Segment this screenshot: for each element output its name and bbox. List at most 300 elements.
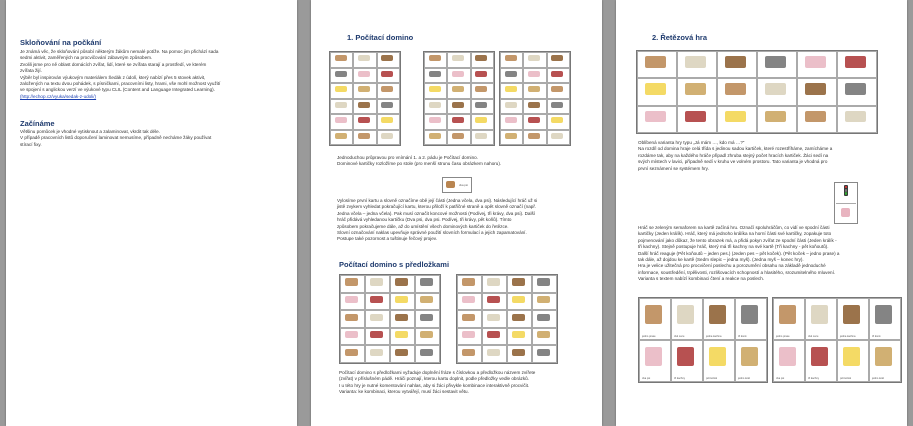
sheep-icon bbox=[811, 305, 828, 323]
cat-icon bbox=[420, 349, 433, 356]
hen-icon bbox=[487, 296, 500, 303]
page-title: Skloňování na počkání bbox=[20, 38, 102, 47]
intro-paragraph: Je známá věc, že skloňování působí některým žákům nemalé potíže. Na pomoc jim přichází sada sedmi aktivit, zaměřených na procvičování zábavným způsobem. Zvolili jsme pro ně oblast domácích zvířat, lidí, které se zvířata starají a prostředí, ve kterém zvířata žijí. Výběr byl inspirován výukovým materiálem Šedák z údolí, který nabízí přes 5 stovek aktivit, založených na textu dvou pohádek, s písničkami, pracovními listy, hrami, vše mohl možnost využití ve spojení s anglickou verzí ve výukové typu CLIL (Content and Language Integrated Learning). bbox=[20, 49, 221, 93]
duck-icon bbox=[452, 86, 464, 92]
chick-icon bbox=[843, 347, 860, 365]
sheep-icon bbox=[370, 314, 383, 321]
duck-icon bbox=[358, 86, 370, 92]
cat-icon bbox=[875, 305, 892, 323]
grid-cell bbox=[837, 340, 869, 382]
horse-icon bbox=[805, 83, 826, 95]
document-page-2 bbox=[311, 0, 602, 426]
grid-cell bbox=[353, 83, 376, 99]
grid-cell bbox=[365, 310, 390, 328]
grid-cell bbox=[869, 340, 901, 382]
grid-cell bbox=[330, 52, 353, 68]
horse-icon bbox=[395, 349, 408, 356]
duck-icon bbox=[420, 296, 433, 303]
grid-cell bbox=[390, 345, 415, 363]
cell-label: dva psi bbox=[776, 377, 785, 380]
sheep-icon bbox=[487, 349, 500, 356]
grid-cell bbox=[447, 99, 470, 115]
card-label: dva psi bbox=[459, 183, 468, 187]
grid-cell bbox=[507, 275, 532, 293]
chick-icon bbox=[709, 347, 726, 365]
grid-cell bbox=[637, 51, 677, 78]
dog-icon bbox=[381, 86, 393, 92]
grid-cell bbox=[424, 83, 447, 99]
grid-cell bbox=[377, 114, 400, 130]
hen-icon bbox=[475, 71, 487, 77]
grid-cell bbox=[671, 340, 703, 382]
pig-icon bbox=[462, 331, 475, 338]
sheep-icon bbox=[429, 102, 441, 108]
cell-label: tři koně bbox=[738, 335, 747, 338]
grid-cell bbox=[532, 293, 557, 311]
cat-icon bbox=[475, 102, 487, 108]
sheep-icon bbox=[358, 55, 370, 61]
grid-cell bbox=[482, 310, 507, 328]
domino-card-example bbox=[442, 177, 472, 193]
grid-cell bbox=[424, 114, 447, 130]
dog-icon bbox=[645, 56, 666, 68]
cell-label: jedno kotě bbox=[872, 377, 884, 380]
cat-icon bbox=[551, 102, 563, 108]
grid-cell bbox=[424, 130, 447, 146]
cell-label: dva psi bbox=[642, 377, 651, 380]
grid-cell bbox=[837, 298, 869, 340]
sheep-icon bbox=[765, 83, 786, 95]
grid-cell bbox=[471, 130, 494, 146]
grid-cell bbox=[482, 275, 507, 293]
grid-cell bbox=[637, 78, 677, 105]
grid-cell bbox=[547, 114, 570, 130]
grid-cell bbox=[500, 99, 523, 115]
dog-icon bbox=[345, 314, 358, 321]
grid-cell bbox=[365, 275, 390, 293]
grid-cell bbox=[523, 83, 546, 99]
section-heading: 2. Řetězová hra bbox=[652, 33, 708, 42]
domino-paragraph-1: Jednoduchou průpravou pro vnímání 1. a 2. pádu je Počítací domino. Dominové kartičky rozložíme po stole (pro menší strunu času obrázkem nahoru). bbox=[337, 155, 502, 167]
duck-icon bbox=[429, 133, 441, 139]
cell-label: tři kachny bbox=[808, 377, 820, 380]
grid-cell bbox=[415, 328, 440, 346]
grid-cell bbox=[532, 328, 557, 346]
text-chain-sheet-1 bbox=[638, 297, 768, 383]
chick-icon bbox=[475, 117, 487, 123]
cat-icon bbox=[537, 314, 550, 321]
sheep-icon bbox=[370, 349, 383, 356]
sheep-icon bbox=[845, 111, 866, 123]
dog-icon bbox=[528, 133, 540, 139]
grid-cell bbox=[523, 114, 546, 130]
dog-icon bbox=[725, 83, 746, 95]
grid-cell bbox=[330, 68, 353, 84]
grid-cell bbox=[482, 328, 507, 346]
grid-cell bbox=[377, 99, 400, 115]
grid-cell bbox=[500, 83, 523, 99]
pig-icon bbox=[645, 347, 662, 365]
grid-cell bbox=[547, 83, 570, 99]
grid-cell bbox=[773, 340, 805, 382]
grid-cell bbox=[507, 328, 532, 346]
grid-cell bbox=[532, 275, 557, 293]
section-paragraph: Většinu pomůcek je vhodné vytisknout a zalaminovat, vkrdit tak déle. V případě pracovních listů doporučení laminovat nemusíme, případně necháme žáky používat stírací fixy. bbox=[20, 129, 212, 147]
cell-label: jedno kotě bbox=[738, 377, 750, 380]
horse-icon bbox=[358, 102, 370, 108]
grid-cell bbox=[703, 298, 735, 340]
grid-cell bbox=[637, 106, 677, 133]
grid-cell bbox=[471, 83, 494, 99]
grid-cell bbox=[457, 293, 482, 311]
hen-icon bbox=[811, 347, 828, 365]
grid-cell bbox=[482, 293, 507, 311]
cat-icon bbox=[741, 305, 758, 323]
duck-icon bbox=[537, 331, 550, 338]
grid-cell bbox=[507, 345, 532, 363]
chick-icon bbox=[645, 83, 666, 95]
grid-cell bbox=[390, 310, 415, 328]
grid-cell bbox=[390, 328, 415, 346]
grid-cell bbox=[639, 340, 671, 382]
horse-icon bbox=[512, 278, 525, 285]
dog-icon bbox=[345, 278, 358, 285]
cat-icon bbox=[845, 83, 866, 95]
duck-icon bbox=[537, 296, 550, 303]
duck-icon bbox=[765, 111, 786, 123]
grid-cell bbox=[415, 275, 440, 293]
section-heading: Počítací domino s předložkami bbox=[339, 260, 450, 269]
cat-icon bbox=[429, 71, 441, 77]
horse-icon bbox=[512, 349, 525, 356]
grid-cell bbox=[523, 99, 546, 115]
pig-icon bbox=[452, 71, 464, 77]
grid-cell bbox=[717, 106, 757, 133]
grid-cell bbox=[330, 99, 353, 115]
grid-cell bbox=[471, 114, 494, 130]
cell-label: dvě ovce bbox=[808, 335, 819, 338]
chain-paragraph-2: Hráč se zeleným semaforem na kartě začíná hru. Označí spoluhráčům, co vidí ve spodní části kartičky (Jeden králík). Hráč, který má jednoho králíka na horní části své kartičky, zopakuje toto pojmenování jako důkaz, že tento obrazek má, a přidá pokyn zvířat ze spodní části (Jeden králík - tři kachny). Stejně postupuje hráč, který má tři kachny na své kartě (Tři kachny - pět koňoutů). Další hráč reaguje (Pět koňoutů – jeden pes.) (Jeden pes – pět koček). (Pět koček – jedno prase) a tak dále, až dojdou ke kartě (Sedm slepic – jedna myš). (Jedna myš – konec hry). Hra je velice užitečná pro procvičení poslechu a porozumění obsahu na základě jednoduché informace, soustředění, trpělivosti, rozlišovacích schopností a hlasitého, srozumitelného mluvení. Varianta s textem nabízí kombinaci čtení a reakce na poslech. bbox=[638, 225, 840, 282]
sheep-icon bbox=[370, 278, 383, 285]
grid-cell bbox=[330, 114, 353, 130]
dog-icon bbox=[429, 55, 441, 61]
chick-icon bbox=[381, 117, 393, 123]
grid-cell bbox=[447, 130, 470, 146]
grid-cell bbox=[837, 51, 877, 78]
grid-cell bbox=[500, 52, 523, 68]
grid-cell bbox=[330, 130, 353, 146]
horse-icon bbox=[725, 56, 746, 68]
grid-cell bbox=[457, 310, 482, 328]
cell-label: jedna kachna bbox=[706, 335, 722, 338]
dog-icon bbox=[805, 111, 826, 123]
dog-icon bbox=[551, 86, 563, 92]
sheep-icon bbox=[505, 102, 517, 108]
duck-icon bbox=[528, 86, 540, 92]
grid-cell bbox=[471, 68, 494, 84]
grid-cell bbox=[797, 51, 837, 78]
grid-cell bbox=[677, 106, 717, 133]
grid-cell bbox=[482, 345, 507, 363]
sheep-icon bbox=[677, 305, 694, 323]
grid-cell bbox=[340, 275, 365, 293]
duck-icon bbox=[875, 347, 892, 365]
grid-cell bbox=[547, 52, 570, 68]
hen-icon bbox=[845, 56, 866, 68]
grid-cell bbox=[523, 68, 546, 84]
grid-cell bbox=[353, 68, 376, 84]
document-page-1 bbox=[6, 0, 297, 426]
grid-cell bbox=[757, 78, 797, 105]
traffic-light-card bbox=[834, 182, 858, 224]
horse-icon bbox=[475, 55, 487, 61]
dog-icon bbox=[505, 55, 517, 61]
horse-icon bbox=[452, 102, 464, 108]
dog-icon bbox=[779, 305, 796, 323]
dog-icon bbox=[645, 305, 662, 323]
grid-cell bbox=[500, 68, 523, 84]
pig-icon bbox=[841, 208, 850, 217]
hen-icon bbox=[551, 71, 563, 77]
grid-cell bbox=[377, 52, 400, 68]
section-heading: Začínáme bbox=[20, 119, 55, 128]
duck-icon bbox=[335, 133, 347, 139]
horse-icon bbox=[709, 305, 726, 323]
grid-cell bbox=[671, 298, 703, 340]
dog-icon bbox=[475, 86, 487, 92]
text-chain-sheet-2 bbox=[772, 297, 902, 383]
hen-icon bbox=[487, 331, 500, 338]
pig-icon bbox=[528, 71, 540, 77]
grid-cell bbox=[507, 310, 532, 328]
grid-cell bbox=[500, 130, 523, 146]
cell-label: dvě ovce bbox=[674, 335, 685, 338]
horse-icon bbox=[395, 314, 408, 321]
domino-sheet-3 bbox=[499, 51, 571, 146]
duck-icon bbox=[420, 331, 433, 338]
cat-icon bbox=[505, 71, 517, 77]
grid-cell bbox=[471, 52, 494, 68]
grid-cell bbox=[353, 114, 376, 130]
cell-label: jedno prase bbox=[642, 335, 656, 338]
cat-icon bbox=[765, 56, 786, 68]
grid-cell bbox=[340, 310, 365, 328]
section-heading: 1. Počítací domino bbox=[347, 33, 414, 42]
duck-icon bbox=[685, 83, 706, 95]
grid-cell bbox=[523, 130, 546, 146]
grid-cell bbox=[424, 99, 447, 115]
pig-icon bbox=[505, 117, 517, 123]
grid-cell bbox=[471, 99, 494, 115]
cat-icon bbox=[381, 102, 393, 108]
grid-cell bbox=[424, 52, 447, 68]
grid-cell bbox=[365, 328, 390, 346]
dog-icon bbox=[345, 349, 358, 356]
cell-label: pět koček bbox=[840, 377, 852, 380]
cat-icon bbox=[420, 278, 433, 285]
chick-icon bbox=[512, 331, 525, 338]
grid-cell bbox=[415, 293, 440, 311]
grid-cell bbox=[547, 130, 570, 146]
sheep-icon bbox=[487, 278, 500, 285]
horse-icon bbox=[395, 278, 408, 285]
chain-paragraph-1: Oblíbená varianta hry typu „Já mám …, kdo má …?“ Na rozdíl od domina hraje celá třída s jedinou sadou kartiček, které rozestříháme, zamícháme a rozdáme tak, aby na každého hráče připadl zhruba stejný počet hracích kartiček. Žáci sedí na svých místech v lavici, případně sedí v kruhu ve volném prostoru. Tato varianta je vhodná pro první seznámení se systémem hry. bbox=[638, 140, 833, 171]
grid-cell bbox=[365, 293, 390, 311]
sheep-icon bbox=[335, 102, 347, 108]
sheep-icon bbox=[551, 133, 563, 139]
grid-cell bbox=[457, 328, 482, 346]
sheep-icon bbox=[475, 133, 487, 139]
grid-cell bbox=[717, 78, 757, 105]
chain-game-sheet bbox=[636, 50, 878, 134]
hen-icon bbox=[452, 117, 464, 123]
document-page-3 bbox=[616, 0, 907, 426]
sheep-icon bbox=[528, 55, 540, 61]
source-link[interactable]: (http://echop.cz/vyuka/sedak-z-udoli/) bbox=[20, 94, 97, 99]
grid-cell bbox=[330, 83, 353, 99]
horse-icon bbox=[551, 55, 563, 61]
pig-icon bbox=[345, 296, 358, 303]
grid-cell bbox=[532, 345, 557, 363]
grid-cell bbox=[377, 130, 400, 146]
grid-cell bbox=[805, 340, 837, 382]
grid-cell bbox=[797, 78, 837, 105]
dog-icon bbox=[462, 278, 475, 285]
domino-sheet-2 bbox=[423, 51, 495, 146]
dog-icon bbox=[358, 133, 370, 139]
domino-paragraph-2: Vylosíme první kartu a slovně označíme obě její části (Jedna včela, dva psi). Následující hráč už si jistě zvykem vyhledat pokračující kartu, kterou přiloží k patřičné straně a opět slovně označí (např. Jedna včela – jedna včela). Pak musí označit koncové možnosti (Podívej, tři krávy, dva psi). Další hráč přidává vyhledanou kartičku (Dva psi, dva psi. Podívej, tři krávy, pět koňů). Tímto způsobem pokračujeme dále, až do umístění všech dominových kartiček do řetězce. Slovní označování naklas upevňuje správné použití slovních formulací a jejich zapamatování. Postupe také pozornost a tuštinuje řečový projev. bbox=[337, 198, 538, 242]
cell-label: jedna kachna bbox=[840, 335, 856, 338]
hen-icon bbox=[370, 331, 383, 338]
duck-icon bbox=[741, 347, 758, 365]
grid-cell bbox=[523, 52, 546, 68]
cat-icon bbox=[537, 349, 550, 356]
dog-icon bbox=[446, 181, 455, 188]
grid-cell bbox=[639, 298, 671, 340]
grid-cell bbox=[532, 310, 557, 328]
sheep-icon bbox=[452, 55, 464, 61]
grid-cell bbox=[773, 298, 805, 340]
grid-cell bbox=[365, 345, 390, 363]
grid-cell bbox=[353, 130, 376, 146]
horse-icon bbox=[528, 102, 540, 108]
hen-icon bbox=[677, 347, 694, 365]
hen-icon bbox=[370, 296, 383, 303]
pig-icon bbox=[462, 296, 475, 303]
pig-icon bbox=[429, 117, 441, 123]
grid-cell bbox=[869, 298, 901, 340]
grid-cell bbox=[340, 293, 365, 311]
cat-icon bbox=[420, 314, 433, 321]
preposition-paragraph: Počítací domino s předložkami vyžaduje doplnění fráze s číslovkou a předložkou názvem zvířete (zvířat) v příslušném pádě. Hráči poznají, kterou kartu doplnit, podle předložky vedle obrázků. I u této hry je nutné komentování nahlas, aby si žáci přivykle kombinace interaktivně procvičit. Varianta: ke kombinaci, kterou vytvářejí, musí žáci sestavit větu. bbox=[339, 370, 536, 395]
horse-icon bbox=[843, 305, 860, 323]
grid-cell bbox=[797, 106, 837, 133]
hen-icon bbox=[528, 117, 540, 123]
grid-cell bbox=[677, 78, 717, 105]
pig-icon bbox=[779, 347, 796, 365]
grid-cell bbox=[353, 52, 376, 68]
grid-cell bbox=[390, 275, 415, 293]
grid-cell bbox=[415, 310, 440, 328]
grid-cell bbox=[340, 328, 365, 346]
chick-icon bbox=[335, 86, 347, 92]
duck-icon bbox=[505, 133, 517, 139]
grid-cell bbox=[377, 83, 400, 99]
cell-label: tři kachny bbox=[674, 377, 686, 380]
domino-sheet-1 bbox=[329, 51, 401, 146]
grid-cell bbox=[447, 68, 470, 84]
grid-cell bbox=[735, 340, 767, 382]
pig-icon bbox=[358, 71, 370, 77]
chick-icon bbox=[395, 331, 408, 338]
grid-cell bbox=[735, 298, 767, 340]
sheep-icon bbox=[685, 56, 706, 68]
grid-cell bbox=[837, 78, 877, 105]
cat-icon bbox=[335, 71, 347, 77]
grid-cell bbox=[390, 293, 415, 311]
grid-cell bbox=[457, 275, 482, 293]
horse-icon bbox=[512, 314, 525, 321]
grid-cell bbox=[415, 345, 440, 363]
grid-cell bbox=[805, 298, 837, 340]
sheep-icon bbox=[381, 133, 393, 139]
dog-icon bbox=[462, 314, 475, 321]
cat-icon bbox=[537, 278, 550, 285]
hen-icon bbox=[685, 111, 706, 123]
grid-cell bbox=[507, 293, 532, 311]
chick-icon bbox=[512, 296, 525, 303]
pig-icon bbox=[335, 117, 347, 123]
pig-icon bbox=[345, 331, 358, 338]
grid-cell bbox=[457, 345, 482, 363]
cell-label: jedno prase bbox=[776, 335, 790, 338]
grid-cell bbox=[447, 83, 470, 99]
chick-icon bbox=[551, 117, 563, 123]
preposition-sheet-1 bbox=[339, 274, 441, 364]
cell-label: pět koček bbox=[706, 377, 718, 380]
preposition-sheet-2 bbox=[456, 274, 558, 364]
grid-cell bbox=[547, 68, 570, 84]
grid-cell bbox=[353, 99, 376, 115]
pig-icon bbox=[805, 56, 826, 68]
chick-icon bbox=[395, 296, 408, 303]
grid-cell bbox=[447, 114, 470, 130]
grid-cell bbox=[703, 340, 735, 382]
grid-cell bbox=[547, 99, 570, 115]
grid-cell bbox=[757, 106, 797, 133]
horse-icon bbox=[381, 55, 393, 61]
grid-cell bbox=[677, 51, 717, 78]
grid-cell bbox=[500, 114, 523, 130]
grid-cell bbox=[717, 51, 757, 78]
grid-cell bbox=[377, 68, 400, 84]
traffic-light-icon bbox=[844, 185, 848, 196]
grid-cell bbox=[340, 345, 365, 363]
cell-label: tři koně bbox=[872, 335, 881, 338]
grid-cell bbox=[837, 106, 877, 133]
grid-cell bbox=[447, 52, 470, 68]
hen-icon bbox=[381, 71, 393, 77]
dog-icon bbox=[462, 349, 475, 356]
chick-icon bbox=[429, 86, 441, 92]
hen-icon bbox=[358, 117, 370, 123]
pig-icon bbox=[645, 111, 666, 123]
dog-icon bbox=[335, 55, 347, 61]
grid-cell bbox=[757, 51, 797, 78]
chick-icon bbox=[725, 111, 746, 123]
sheep-icon bbox=[487, 314, 500, 321]
chick-icon bbox=[505, 86, 517, 92]
